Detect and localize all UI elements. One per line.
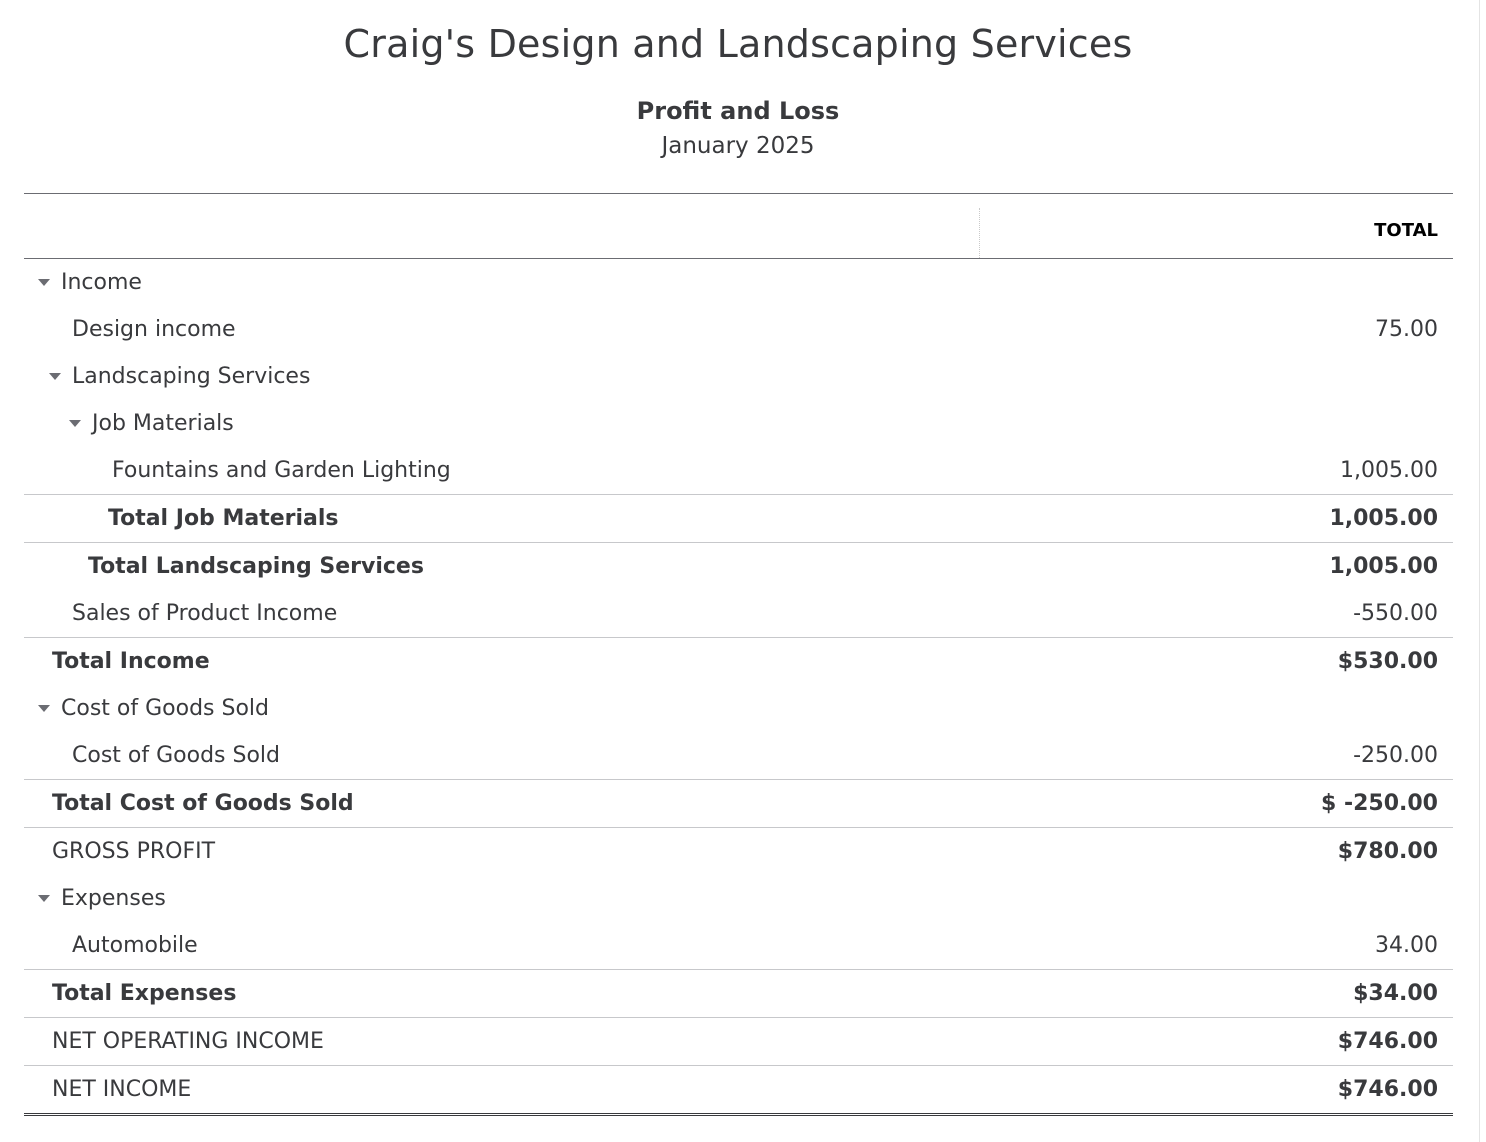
row-fountains (24, 447, 1453, 494)
total-label: Total Income (52, 649, 210, 674)
group-label: Expenses (61, 886, 166, 911)
column-divider[interactable] (979, 208, 980, 258)
total-amount[interactable]: $ -250.00 (1321, 791, 1438, 816)
collapse-caret-icon[interactable] (38, 705, 50, 712)
group-label: Landscaping Services (72, 364, 311, 389)
row-income (24, 259, 1453, 306)
row-cogs (24, 732, 1453, 779)
column-header-total[interactable]: TOTAL (1374, 220, 1438, 241)
row-job-materials (24, 400, 1453, 447)
summary-label: NET OPERATING INCOME (52, 1029, 324, 1054)
row-gross-profit (24, 827, 1453, 875)
account-amount[interactable]: -250.00 (1353, 743, 1438, 768)
row-net-income (24, 1065, 1453, 1116)
account-amount[interactable]: 1,005.00 (1340, 458, 1438, 483)
account-label: Automobile (72, 933, 198, 958)
total-label: Total Expenses (52, 981, 237, 1006)
total-amount[interactable]: $530.00 (1337, 649, 1438, 674)
group-label: Job Materials (92, 411, 234, 436)
summary-label: GROSS PROFIT (52, 839, 216, 864)
account-amount[interactable]: 34.00 (1375, 933, 1438, 958)
row-expenses (24, 875, 1453, 922)
row-total-income (24, 637, 1453, 685)
report-title: Profit and Loss (636, 97, 840, 125)
row-cogs-group (24, 685, 1453, 732)
account-label: Fountains and Garden Lighting (112, 458, 451, 483)
total-amount[interactable]: 1,005.00 (1329, 554, 1438, 579)
collapse-caret-icon[interactable] (69, 420, 81, 427)
report-period: January 2025 (661, 133, 815, 159)
row-automobile (24, 922, 1453, 969)
total-label: Total Landscaping Services (88, 554, 424, 579)
summary-amount[interactable]: $746.00 (1337, 1029, 1438, 1054)
row-design-income (24, 306, 1453, 353)
row-net-operating-income (24, 1017, 1453, 1065)
page-edge-rule (1479, 0, 1480, 1142)
row-total-landscaping (24, 542, 1453, 590)
account-label: Design income (72, 317, 236, 342)
column-header-row (24, 194, 1453, 259)
total-amount[interactable]: 1,005.00 (1329, 506, 1438, 531)
account-label: Cost of Goods Sold (72, 743, 280, 768)
account-amount[interactable]: -550.00 (1353, 601, 1438, 626)
summary-label: NET INCOME (52, 1077, 192, 1102)
report-table (24, 193, 1453, 1116)
total-label: Total Cost of Goods Sold (52, 791, 354, 816)
collapse-caret-icon[interactable] (38, 279, 50, 286)
account-label: Sales of Product Income (72, 601, 338, 626)
row-landscaping-services (24, 353, 1453, 400)
account-amount[interactable]: 75.00 (1375, 317, 1438, 342)
summary-amount[interactable]: $746.00 (1337, 1077, 1438, 1102)
group-label: Cost of Goods Sold (61, 696, 269, 721)
row-total-expenses (24, 969, 1453, 1017)
row-total-job-materials (24, 494, 1453, 542)
group-label: Income (61, 270, 142, 295)
collapse-caret-icon[interactable] (38, 895, 50, 902)
row-sales-product (24, 590, 1453, 637)
collapse-caret-icon[interactable] (49, 373, 61, 380)
summary-amount[interactable]: $780.00 (1337, 839, 1438, 864)
total-label: Total Job Materials (108, 506, 339, 531)
row-total-cogs (24, 779, 1453, 827)
total-amount[interactable]: $34.00 (1353, 981, 1438, 1006)
company-name: Craig's Design and Landscaping Services (343, 22, 1133, 66)
